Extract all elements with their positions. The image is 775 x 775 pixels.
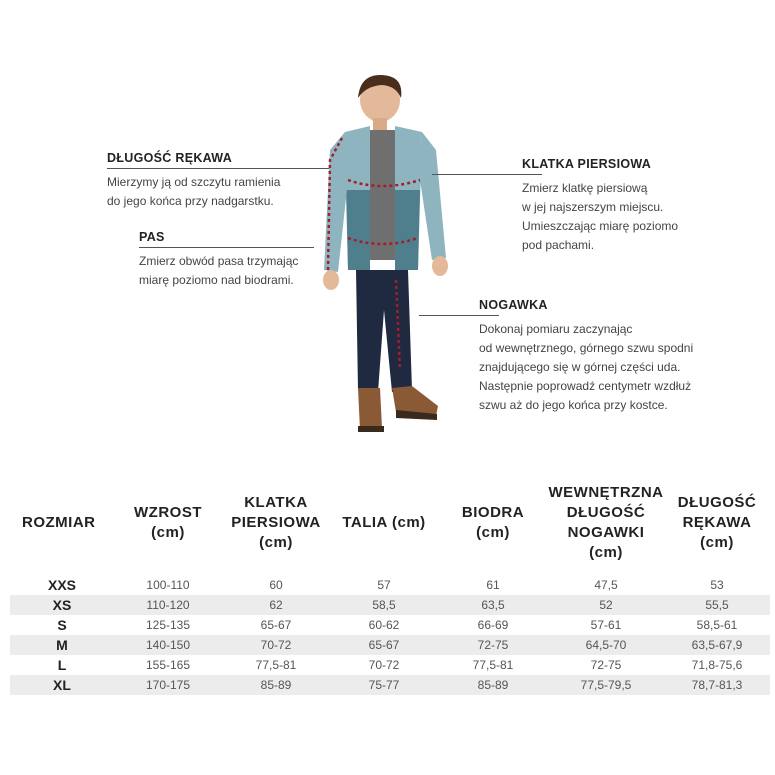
cell-sleeve: 63,5-67,9 [664,635,770,655]
cell-inseam: 77,5-79,5 [548,675,664,695]
cell-waist: 75-77 [330,675,438,695]
cell-inseam: 57-61 [590,618,622,632]
cell-sleeve: 55,5 [664,595,770,615]
annotation-chest-rule [432,174,542,175]
annotation-inseam-rule [419,315,499,316]
cell-waist: 58,5 [330,595,438,615]
header-waist: TALIA (cm) [342,513,426,531]
header-chest: KLATKA PIERSIOWA (cm) [231,493,321,551]
table-header-row [10,470,770,575]
cell-hips: 72-75 [438,635,548,655]
cell-chest: 60 [269,578,283,592]
cell-size: L [57,657,67,673]
cell-waist: 60-62 [368,618,400,632]
annotation-sleeve [107,151,327,211]
annotation-chest-text: Zmierz klatkę piersiową w jej najszerszym miejscu. Umieszczając miarę poziomo pod pachami. [522,181,679,252]
cell-hips: 77,5-81 [472,658,514,672]
cell-size: M [10,635,114,655]
annotation-sleeve-title: DŁUGOŚĆ RĘKAWA [107,151,233,165]
cell-height: 110-120 [114,595,222,615]
child-figure [300,70,470,440]
table-row [10,635,770,655]
header-hips: BIODRA (cm) [461,503,525,541]
cell-size: XL [10,675,114,695]
header-sleeve: DŁUGOŚĆ RĘKAWA (cm) [677,493,757,551]
annotation-sleeve-rule [107,168,329,169]
cell-height: 170-175 [114,675,222,695]
cell-sleeve: 58,5-61 [696,618,738,632]
cell-inseam: 64,5-70 [548,635,664,655]
cell-waist: 65-67 [330,635,438,655]
annotation-chest-title: KLATKA PIERSIOWA [522,157,652,171]
annotation-waist-text: Zmierz obwód pasa trzymając miarę poziomo nad biodrami. [139,254,299,287]
annotation-inseam [479,298,739,415]
size-chart-table [10,470,770,695]
annotation-waist-rule [139,247,314,248]
cell-sleeve: 78,7-81,3 [664,675,770,695]
table-row [10,615,770,635]
annotation-chest [522,157,722,255]
header-size: ROZMIAR [22,513,96,531]
cell-inseam: 72-75 [590,658,622,672]
annotation-inseam-text: Dokonaj pomiaru zaczynając od wewnętrznego, górnego szwu spodni znajdującego się w górnej części uda. Następnie poprowadź centymetr wzdłuż szwu aż do jego końca przy kostce. [479,322,694,412]
table-row [10,655,770,675]
cell-waist: 70-72 [368,658,400,672]
cell-height: 155-165 [145,658,191,672]
cell-chest: 70-72 [222,635,330,655]
child-illustration [300,70,470,440]
cell-hips: 63,5 [438,595,548,615]
cell-chest: 77,5-81 [255,658,297,672]
cell-height: 125-135 [145,618,191,632]
cell-hips: 85-89 [438,675,548,695]
cell-hips: 66-69 [477,618,509,632]
annotation-waist-title: PAS [139,230,165,244]
cell-waist: 57 [377,578,391,592]
cell-height: 100-110 [146,578,190,592]
table-row [10,595,770,615]
cell-inseam: 52 [548,595,664,615]
cell-size: XS [10,595,114,615]
header-inseam: WEWNĘTRZNA DŁUGOŚĆ NOGAWKI (cm) [548,483,664,561]
cell-sleeve: 53 [710,578,724,592]
annotation-sleeve-text: Mierzymy ją od szczytu ramienia do jego końca przy nadgarstku. [107,175,281,208]
table-row [10,575,770,595]
cell-size: XXS [47,577,76,593]
annotation-inseam-title: NOGAWKA [479,298,548,312]
cell-size: S [57,617,67,633]
table-row [10,675,770,695]
header-height: WZROST (cm) [134,503,202,541]
cell-sleeve: 71,8-75,6 [691,658,743,672]
cell-chest: 65-67 [260,618,292,632]
cell-chest: 62 [222,595,330,615]
cell-chest: 85-89 [222,675,330,695]
cell-inseam: 47,5 [594,578,618,592]
cell-height: 140-150 [114,635,222,655]
annotation-waist [139,230,319,290]
cell-hips: 61 [486,578,500,592]
